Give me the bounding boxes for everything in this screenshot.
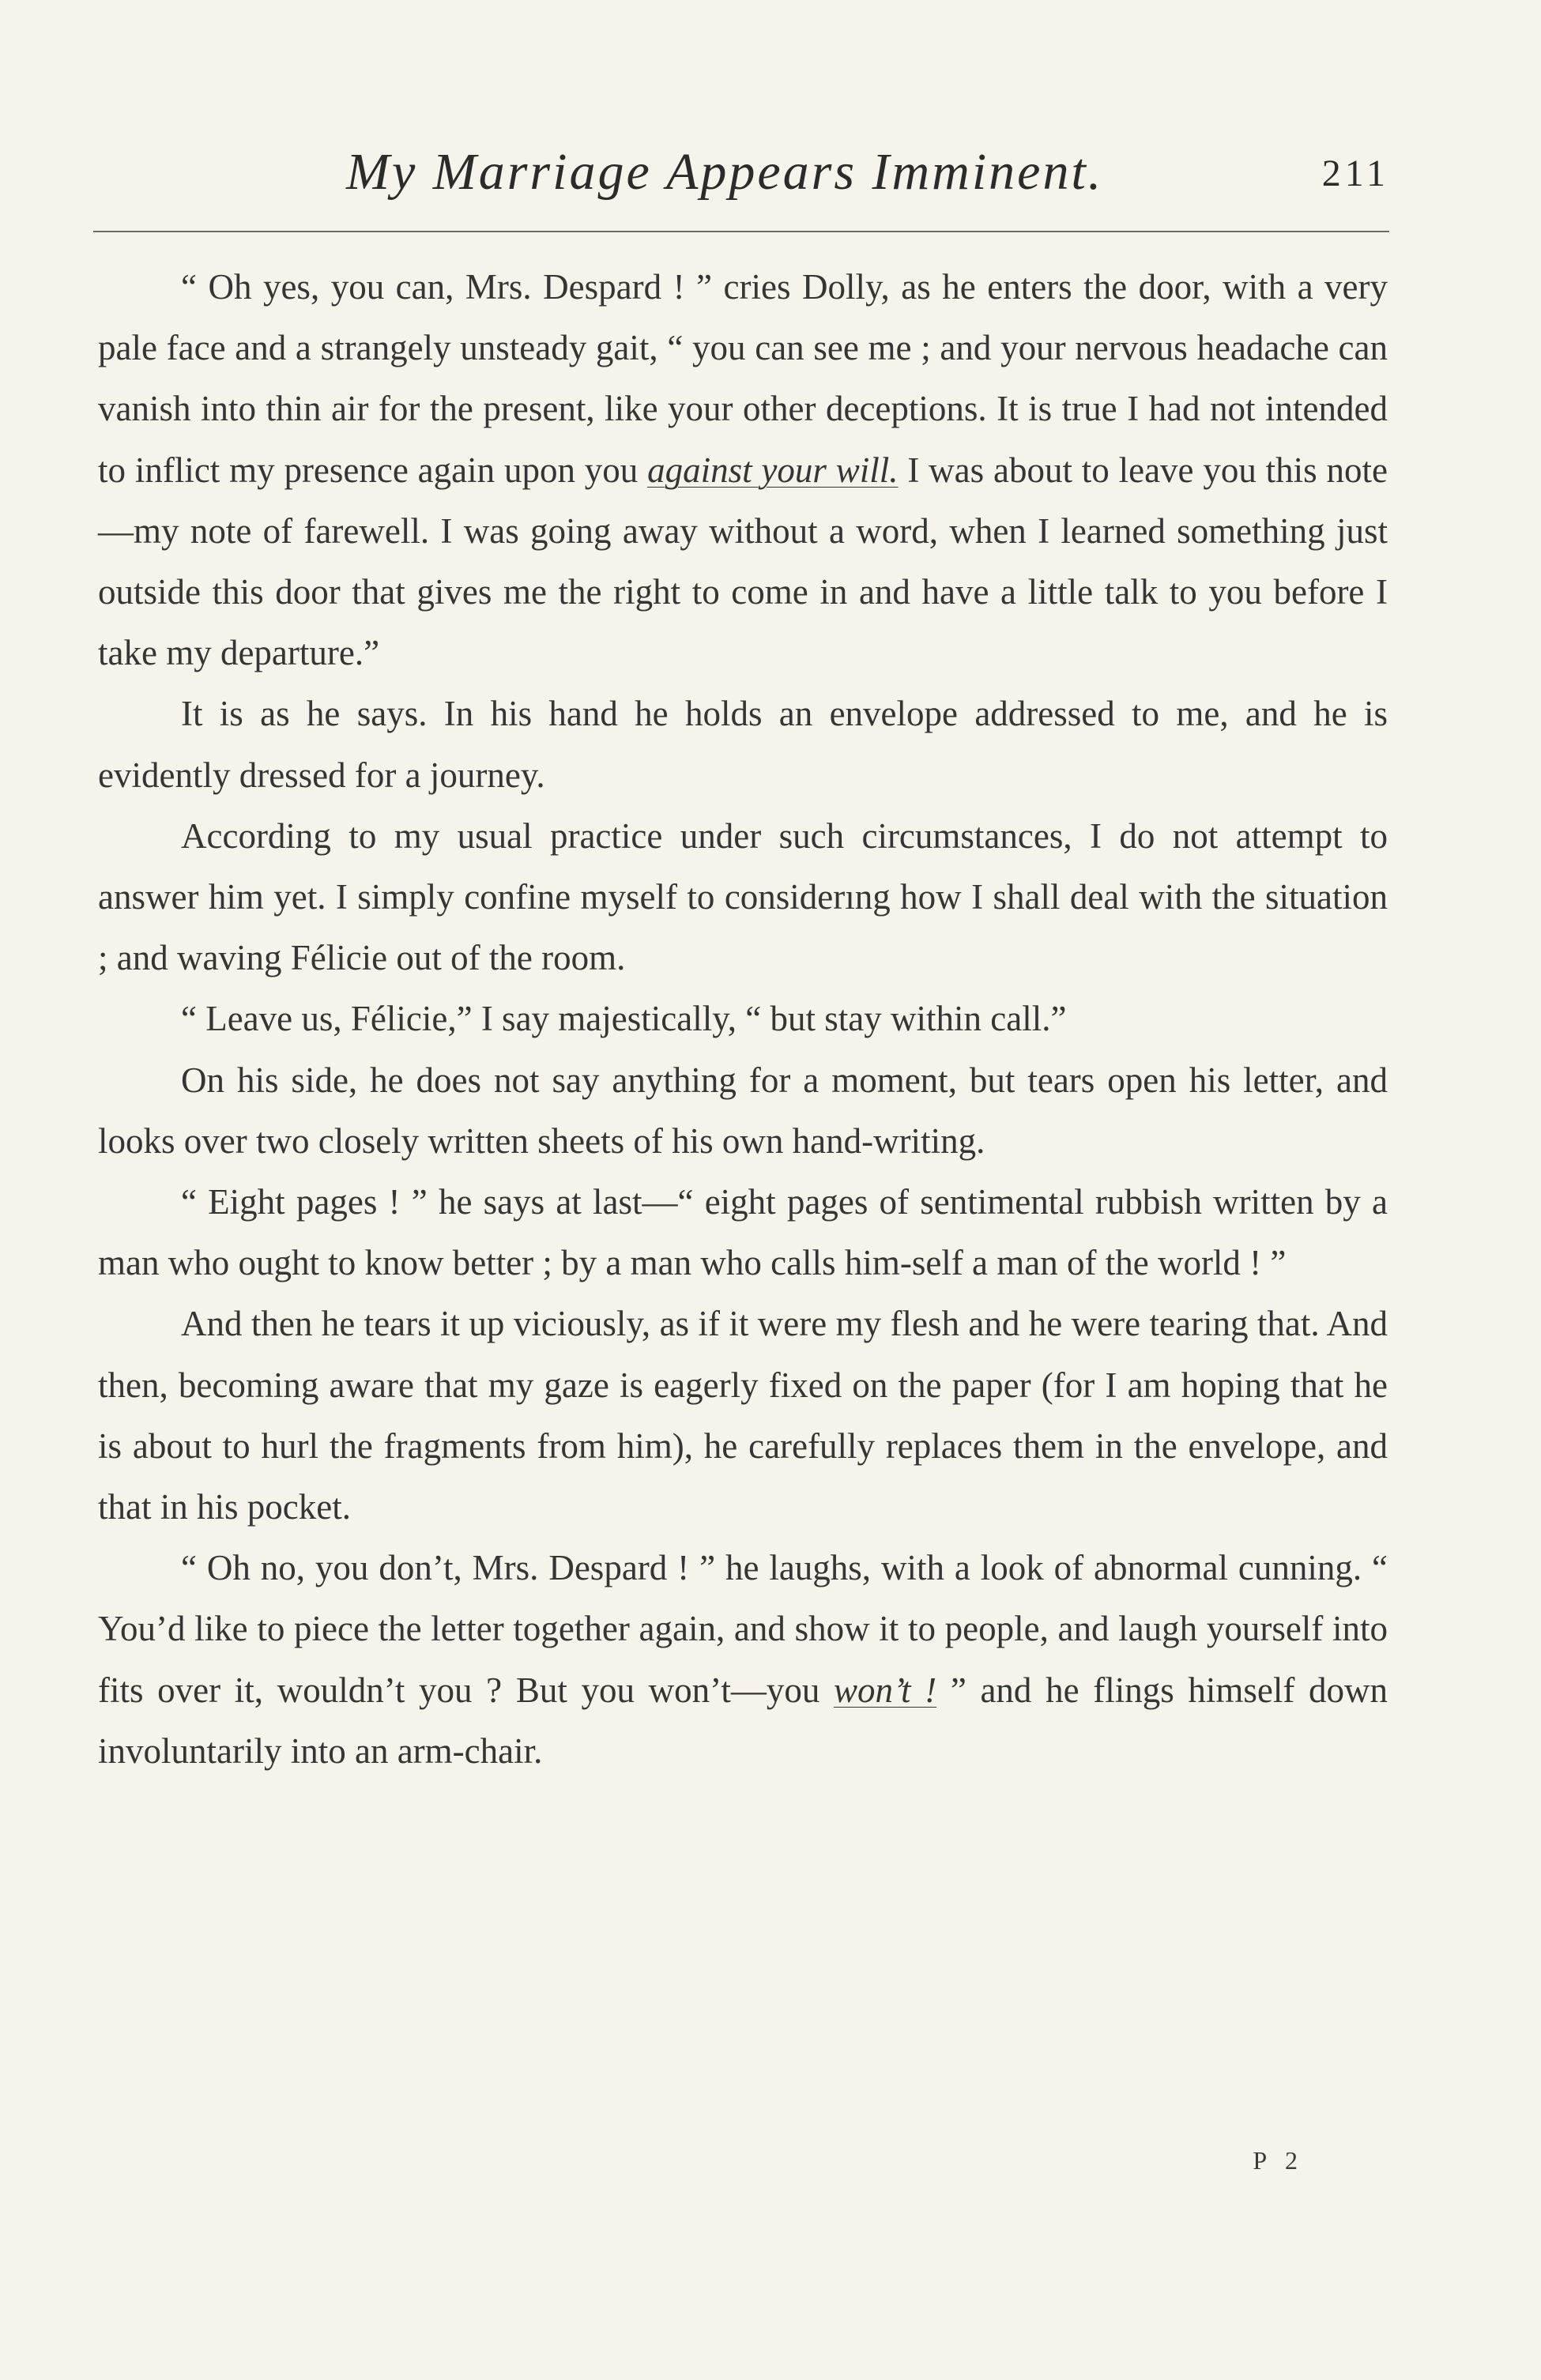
page-number: 211: [1321, 153, 1389, 194]
paragraph: [98, 683, 1388, 805]
italic-emphasis: won’t !: [833, 1670, 937, 1710]
text-run: “ Leave us, Félicie,” I say majestically, “ but stay within call.”: [181, 999, 1067, 1039]
paragraph: [98, 806, 1388, 989]
signature-mark: P 2: [1253, 2146, 1304, 2175]
text-run: It is as he says. In his hand he holds an envelope addressed to me, and he is evidently dressed for a journey.: [98, 694, 1388, 795]
paragraph: [98, 257, 1388, 683]
body-text: [98, 257, 1388, 1782]
running-title: My Marriage Appears Imminent.: [346, 143, 1104, 201]
text-run: According to my usual practice under such circumstances, I do not attempt to answer him yet. I simply confine myself to considerıng how I shall deal with the situation ; and waving Félicie out of the room.: [98, 815, 1388, 978]
paragraph: [98, 1050, 1388, 1172]
text-run: On his side, he does not say anything for a moment, but tears open his letter, and looks over two closely written sheets of his own hand-writing.: [98, 1060, 1388, 1161]
paragraph: [98, 989, 1388, 1049]
paragraph: [98, 1538, 1388, 1782]
text-run: “ Eight pages ! ” he says at last—“ eight pages of sentimental rubbish written by a man who ought to know better ; by a man who calls him-self a man of the world ! ”: [98, 1182, 1388, 1283]
text-run: “ Oh yes, you can, Mrs. Despard ! ” cries Dolly, as he enters the door, with a very pale face and a strangely unsteady gait, “ you can see me ; and your nervous headache can vanish into thin air for the present, like your other deceptions. It is true I had not intended to inflict my presence again upon you: [98, 267, 1388, 490]
page-header: [93, 142, 1389, 205]
italic-emphasis: against your will.: [647, 450, 899, 490]
paragraph: [98, 1172, 1388, 1294]
text-run: I was about to leave you this note—my note of farewell. I was going away without a word, when I learned something just outside this door that gives me the right to come in and have a little talk to you before I take my departure.”: [98, 450, 1388, 673]
text-run: And then he tears it up viciously, as if it were my flesh and he were tearing that. And then, becoming aware that my gaze is eagerly fixed on the paper (for I am hoping that he is about to hurl the fragments from him), he carefully replaces them in the envelope, and that in his pocket.: [98, 1304, 1388, 1527]
text-run: ” and he flings himself down involuntarily into an arm-chair.: [98, 1670, 1388, 1771]
text-run: “ Oh no, you don’t, Mrs. Despard ! ” he laughs, with a look of abnormal cunning. “ You’d like to piece the letter together again, and show it to people, and laugh yourself into fits over it, wouldn’t you ? But you won’t—you: [98, 1548, 1388, 1710]
header-rule: [93, 231, 1389, 232]
paragraph: [98, 1294, 1388, 1538]
